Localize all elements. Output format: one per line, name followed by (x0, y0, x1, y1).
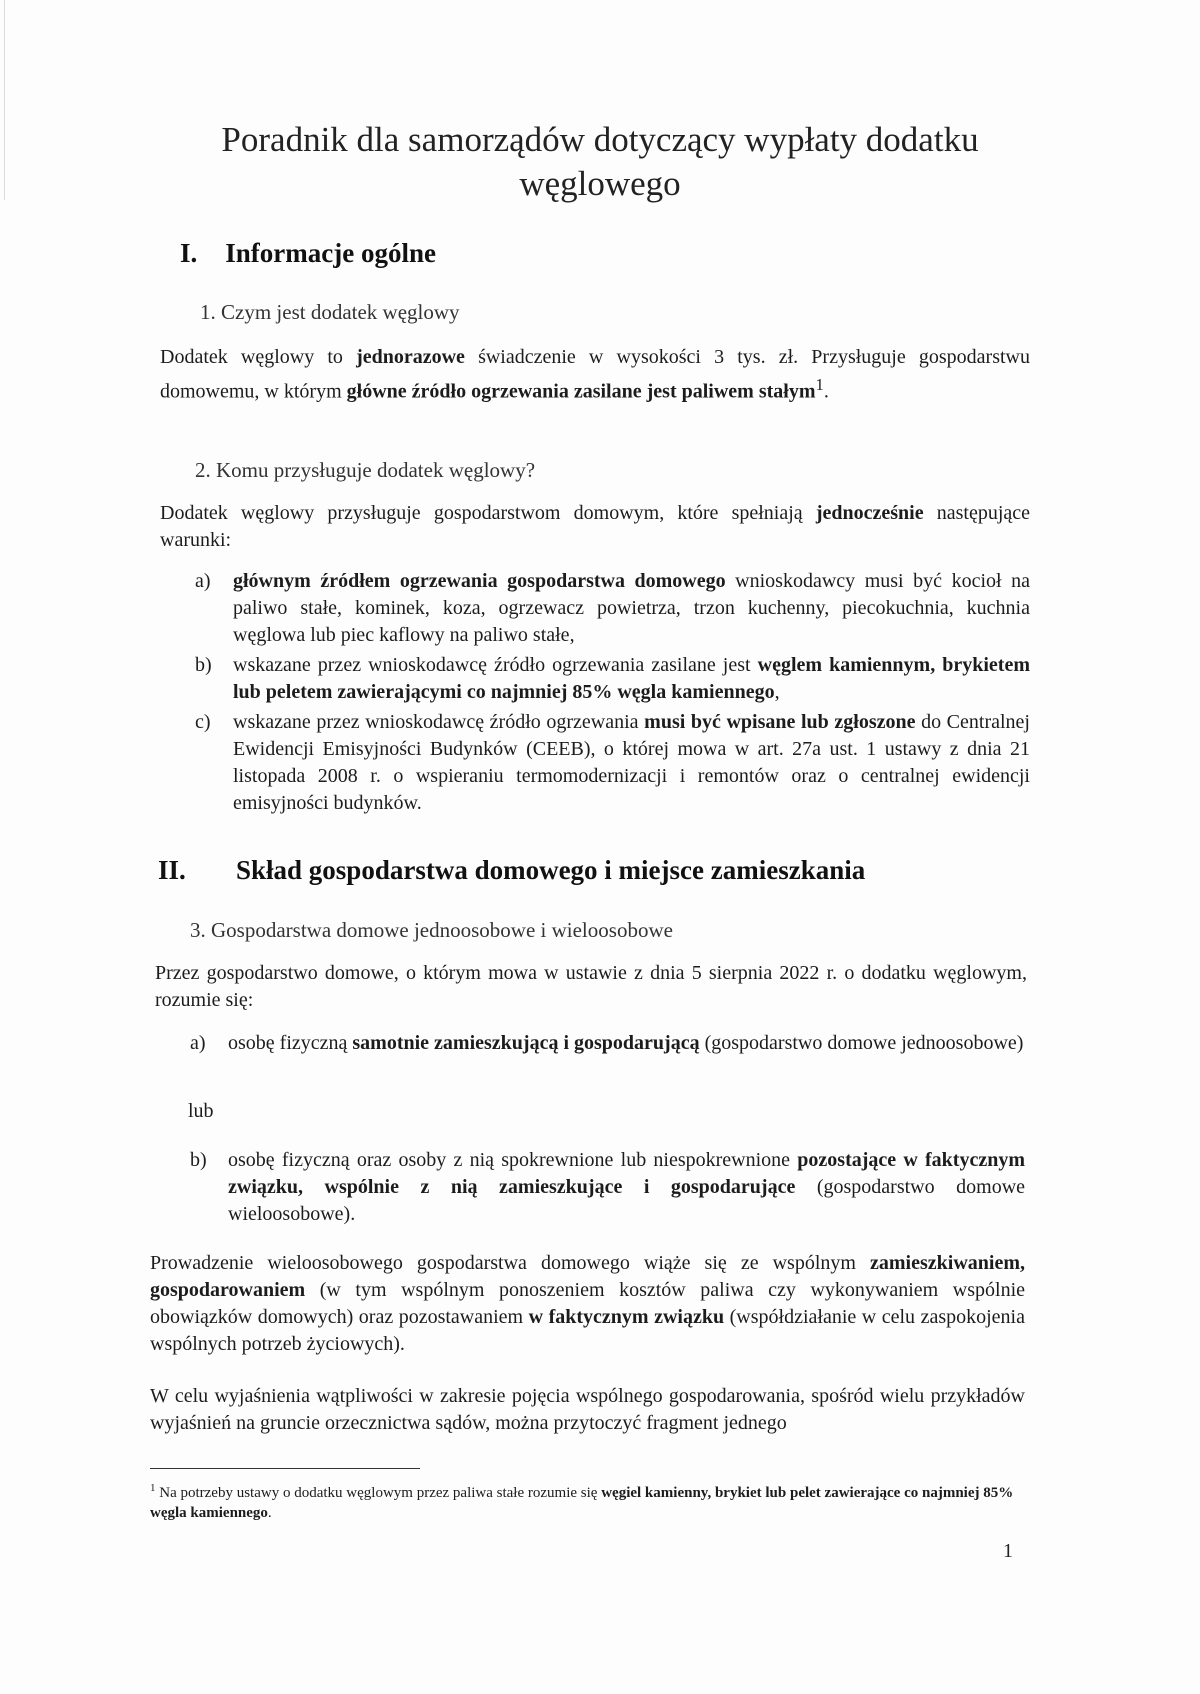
scan-edge-mark (4, 0, 5, 200)
footnote-number: 1 (150, 1482, 156, 1494)
subheading-2: 2. Komu przysługuje dodatek węglowy? (195, 458, 536, 482)
list-item: b) osobę fizyczną oraz osoby z nią spokrewnione lub niespokrewnione pozostające w faktycznym związku, wspólnie z nią zamieszkujące i gospodarujące (gospodarstwo domowe wieloosobowe). (190, 1149, 1026, 1225)
footnote-separator (150, 1468, 420, 1469)
or-connector: lub (188, 1100, 214, 1122)
conditions-list (195, 568, 1030, 820)
paragraph-definition: Dodatek węglowy to jednorazowe świadczenie w wysokości 3 tys. zł. Przysługuje gospodarstwu domowemu, w którym główne źródło ogrzewania zasilane jest paliwem stałym$^1$. (160, 346, 1030, 403)
subheading-3: 3. Gospodarstwa domowe jednoosobowe i wieloosobowe (190, 918, 673, 942)
section-number: II. (158, 855, 186, 885)
section-heading-2 (158, 855, 865, 886)
section-heading-1 (180, 238, 436, 269)
section-title: Skład gospodarstwa domowego i miejsce zamieszkania (236, 855, 866, 885)
paragraph-multi-person-household: Prowadzenie wieloosobowego gospodarstwa domowego wiąże się ze wspólnym zamieszkiwaniem, gospodarowaniem (w tym wspólnym ponoszeniem kosztów paliwa czy wykonywaniem wspólnie obowiązków domowych) oraz pozostawaniem w faktycznym związku (współdziałanie w celu zaspokojenia wspólnych potrzeb życiowych). (150, 1252, 1025, 1355)
household-list-b (190, 1147, 1025, 1231)
household-list-a (190, 1030, 1025, 1060)
paragraph-household-definition: Przez gospodarstwo domowe, o którym mowa w ustawie z dnia 5 sierpnia 2022 r. o dodatku węglowym, rozumie się: (155, 962, 1027, 1011)
list-item: a) głównym źródłem ogrzewania gospodarstwa domowego wnioskodawcy musi być kocioł na paliwo stałe, kominek, koza, ogrzewacz powietrza, trzon kuchenny, piecokuchnia, kuchnia węglowa lub piec kaflowy na paliwo stałe, (195, 570, 1031, 646)
paragraph-eligibility: Dodatek węglowy przysługuje gospodarstwom domowym, które spełniają jednocześnie następujące warunki: (160, 502, 1031, 551)
list-item: b) wskazane przez wnioskodawcę źródło ogrzewania zasilane jest węglem kamiennym, brykietem lub peletem zawierającymi co najmniej 85% węgla kamiennego, (195, 654, 1030, 703)
section-title: Informacje ogólne (225, 238, 436, 268)
footnote-ref: 1 (815, 375, 824, 394)
page-number: 1 (1003, 1540, 1013, 1562)
list-item: c) wskazane przez wnioskodawcę źródło ogrzewania musi być wpisane lub zgłoszone do Centralnej Ewidencji Emisyjności Budynków (CEEB), o której mowa w art. 27a ust. 1 ustawy z dnia 21 listopada 2008 r. o wspieraniu termomodernizacji i remontów oraz o centralnej ewidencji emisyjności budynków. (195, 711, 1030, 814)
paragraph-joint-management: W celu wyjaśnienia wątpliwości w zakresie pojęcia wspólnego gospodarowania, spośród wielu przykładów wyjaśnień na gruncie orzecznictwa sądów, można przytoczyć fragment jednego (150, 1385, 1025, 1434)
footnote: $^1$ Na potrzeby ustawy o dodatku węglowym przez paliwa stałe rozumie się węgiel kamienny, brykiet lub pelet zawierające co najmniej 85% węgla kamiennego. (150, 1482, 1014, 1521)
subheading-1: 1. Czym jest dodatek węglowy (200, 300, 460, 324)
document-title: Poradnik dla samorządów dotyczący wypłaty dodatku węglowego (221, 120, 979, 203)
section-number: I. (180, 238, 198, 268)
list-item: a) osobę fizyczną samotnie zamieszkującą i gospodarującą (gospodarstwo domowe jednoosobowe) (190, 1032, 1024, 1054)
